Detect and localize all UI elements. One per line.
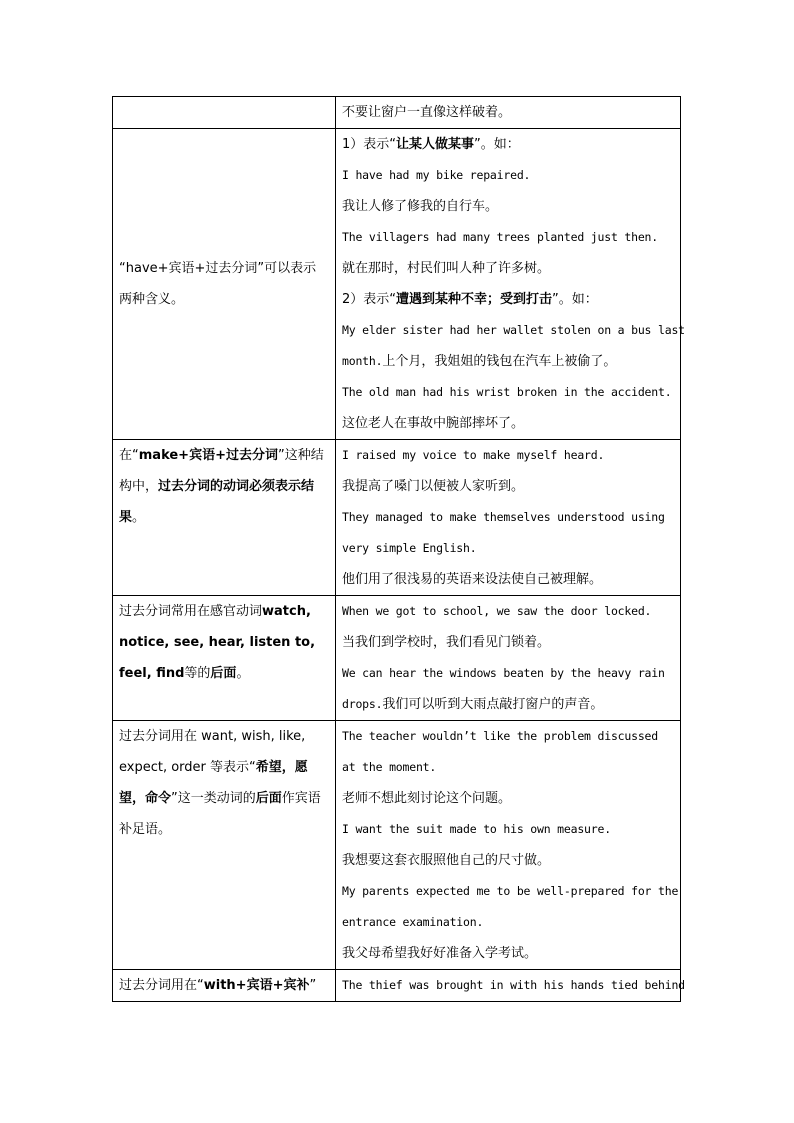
rule-prefix: 过去分词用在“	[119, 978, 204, 993]
rule-text	[119, 448, 324, 525]
example-en: The old man had his wrist broken in the accident.	[342, 385, 672, 399]
rule-suffix: 。	[132, 510, 146, 525]
rule-text	[119, 978, 316, 993]
example-zh: 我父母希望我好好准备入学考试。	[342, 946, 538, 961]
examples-cell	[336, 596, 681, 721]
example-zh: 我让人修了修我的自行车。	[342, 199, 499, 214]
rule-cell	[113, 596, 336, 721]
example-zh: 我想要这套衣服照他自己的尺寸做。	[342, 853, 551, 868]
example-en: The thief was brought in with his hands tied behind	[342, 978, 685, 992]
example-en: I want the suit made to his own measure.	[342, 822, 611, 836]
table-row	[113, 129, 681, 440]
rule-mid: ”这种结构中，	[119, 448, 324, 494]
rule-bold: 过去分词的动词必须表示结果	[119, 479, 315, 525]
examples-cell	[336, 97, 681, 129]
rule-cell	[113, 970, 336, 1002]
rule-cell	[113, 97, 336, 129]
example-en: at the moment.	[342, 760, 437, 774]
rule-cell	[113, 440, 336, 596]
rule-bold: 希望，愿望，命令	[119, 760, 308, 806]
rule-mid: 等的	[184, 666, 211, 681]
rule-prefix: 在“	[119, 448, 139, 463]
example-zh: 就在那时，村民们叫人种了许多树。	[342, 261, 551, 276]
example-zh: 这位老人在事故中腕部摔坏了。	[342, 416, 525, 431]
rule-text	[119, 729, 321, 837]
rule-mid: ”这一类动词的	[171, 791, 256, 806]
example-en: We can hear the windows beaten by the heavy rain	[342, 666, 665, 680]
rule-suffix: ”	[309, 978, 317, 993]
rule-bold: 后面	[210, 666, 237, 681]
example-en: The villagers had many trees planted just then.	[342, 230, 659, 244]
rule-cell	[113, 721, 336, 970]
example-en: My parents expected me to be well-prepared for the	[342, 884, 679, 898]
meaning-prefix: 1）表示“	[342, 137, 397, 152]
examples-cell	[336, 129, 685, 440]
examples-cell	[336, 440, 681, 596]
example-zh: 我提高了嗓门以便被人家听到。	[342, 479, 525, 494]
rule-suffix: 作宾语补足语。	[119, 791, 321, 837]
example-zh: 我们可以听到大雨点敲打窗户的声音。	[382, 697, 604, 712]
example-en: month.	[342, 354, 383, 368]
examples-cell	[336, 970, 685, 1002]
example-en: I have had my bike repaired.	[342, 168, 531, 182]
example-en: The teacher wouldn’t like the problem discussed	[342, 729, 659, 743]
example-zh: 当我们到学校时，我们看见门锁着。	[342, 635, 551, 650]
examples-cell	[336, 721, 681, 970]
rule-prefix: 过去分词常用在感官动词	[119, 604, 263, 619]
meaning-suffix: ”。如：	[552, 292, 598, 307]
example-en: entrance examination.	[342, 915, 484, 929]
meaning-prefix: 2）表示“	[342, 292, 397, 307]
rule-suffix: 。	[236, 666, 250, 681]
grammar-table	[112, 96, 685, 1002]
table-row	[113, 440, 681, 596]
rule-text	[119, 604, 315, 681]
meaning-bold: 遭遇到某种不幸；受到打击	[396, 292, 553, 307]
example-zh: 上个月，我姐姐的钱包在汽车上被偷了。	[382, 354, 617, 369]
rule-text: “have+宾语+过去分词”可以表示两种含义。	[119, 261, 317, 307]
example-en: very simple English.	[342, 541, 477, 555]
example-zh: 他们用了很浅易的英语来设法使自己被理解。	[342, 572, 603, 587]
example-en: When we got to school, we saw the door locked.	[342, 604, 652, 618]
example-mixed	[342, 346, 674, 377]
example-en: They managed to make themselves understood using	[342, 510, 665, 524]
rule-bold: with+宾语+宾补	[203, 978, 310, 993]
example-zh: 老师不想此刻讨论这个问题。	[342, 791, 512, 806]
meaning-bold: 让某人做某事	[396, 137, 475, 152]
rule-bold: make+宾语+过去分词	[138, 448, 278, 463]
example-en: My elder sister had her wallet stolen on a bus last	[342, 323, 685, 337]
table-row	[113, 596, 681, 721]
rule-prefix: 过去分词用在 want, wish, like, expect, order 等表示“	[119, 729, 306, 775]
table-row	[113, 970, 681, 1002]
meaning-suffix: ”。如：	[474, 137, 520, 152]
rule-bold: 后面	[255, 791, 282, 806]
example-en: I raised my voice to make myself heard.	[342, 448, 605, 462]
rule-cell	[113, 129, 336, 440]
example-mixed	[342, 689, 674, 720]
example-zh: 不要让窗户一直像这样破着。	[342, 105, 512, 120]
rule-bold: watch, notice, see, hear, listen to, feel, find	[119, 604, 316, 681]
table-row	[113, 721, 681, 970]
meaning-2	[342, 284, 674, 315]
table-row	[113, 97, 681, 129]
meaning-1	[342, 129, 674, 160]
example-en: drops.	[342, 697, 383, 711]
